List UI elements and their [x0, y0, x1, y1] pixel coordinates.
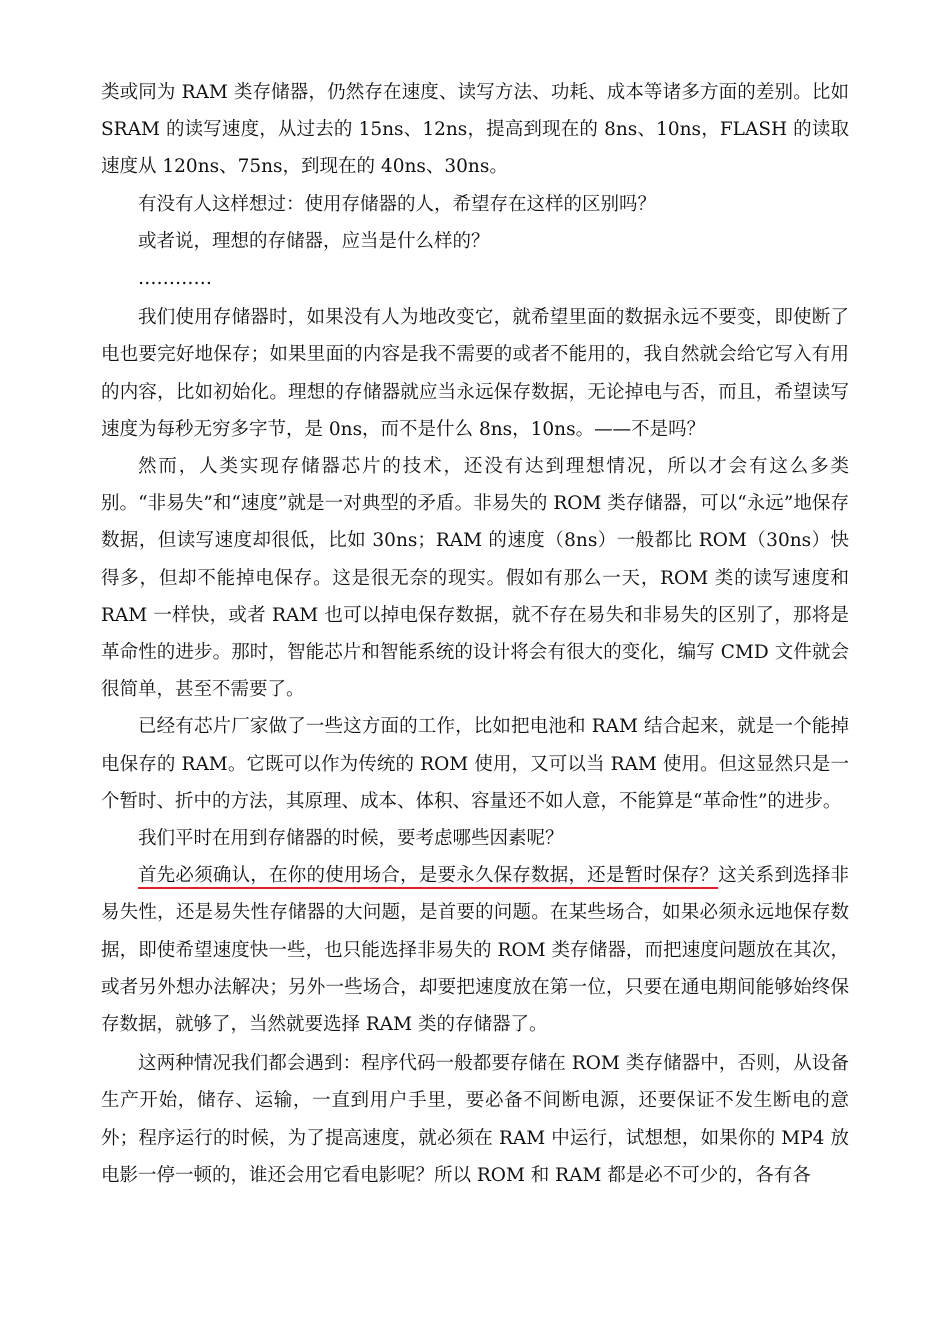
paragraph-factors-question: 我们平时在用到存储器的时候，要考虑哪些因素呢？	[138, 828, 564, 850]
paragraph-battery-ram: 已经有芯片厂家做了一些这方面的工作，比如把电池和 RAM 结合起来，就是一个能掉电保存的 RAM。它既可以作为传统的 ROM 使用，又可以当 RAM 使用。但这显然只是一个暂时、折中的方法，其原理、成本、体积、容量还不如人意，不能算是“革命性”的进步。	[101, 716, 849, 812]
paragraph-first-consideration-body: 这关系到选择非易失性，还是易失性存储器的大问题，是首要的问题。在某些场合，如果必须永远地保存数据，即使希望速度快一些，也只能选择非易失的 ROM 类存储器，而把速度问题放在其次，或者另外想办法解决；另外一些场合，却要把速度放在第一位，只要在通电期间能够始终保存数据，就够了，当然就要选择 RAM 类的存储器了。	[101, 865, 849, 1036]
paragraph-ideal-memory: 我们使用存储器时，如果没有人为地改变它，就希望里面的数据永远不要变，即使断了电也要完好地保存；如果里面的内容是我不需要的或者不能用的，我自然就会给它写入有用的内容，比如初始化。理想的存储器就应当永远保存数据，无论掉电与否，而且，希望读写速度为每秒无穷多字节，是 0ns，而不是什么 8ns，10ns。——不是吗？	[101, 307, 849, 440]
paragraph-both-cases: 这两种情况我们都会遇到：程序代码一般都要存储在 ROM 类存储器中，否则，从设备生产开始，储存、运输，一直到用户手里，要必备不间断电源，还要保证不发生断电的意外；程序运行的时候，为了提高速度，就必须在 RAM 中运行，试想想，如果你的 MP4 放电影一停一顿的，谁还会用它看电影呢？所以 ROM 和 RAM 都是必不可少的，各有各	[101, 1053, 849, 1186]
underlined-key-sentence: 首先必须确认，在你的使用场合，是要永久保存数据，还是暂时保存？	[138, 865, 719, 887]
paragraph-ellipsis: …………	[138, 268, 212, 290]
paragraph-speed-differences: 类或同为 RAM 类存储器，仍然存在速度、读写方法、功耗、成本等诸多方面的差别。比如 SRAM 的读写速度，从过去的 15ns、12ns，提高到现在的 8ns、10ns，FLASH 的读取速度从 120ns、75ns，到现在的 40ns、30ns。	[101, 82, 849, 178]
paragraph-first-consideration	[101, 857, 849, 1043]
paragraph-question-differences: 有没有人这样想过：使用存储器的人，希望存在这样的区别吗？	[138, 193, 657, 215]
paragraph-technology-limits: 然而，人类实现存储器芯片的技术，还没有达到理想情况，所以才会有这么多类别。“非易失”和“速度”就是一对典型的矛盾。非易失的 ROM 类存储器，可以“永远”地保存数据，但读写速度却很低，比如 30ns；RAM 的速度（8ns）一般都比 ROM（30ns）快得多，但却不能掉电保存。这是很无奈的现实。假如有那么一天，ROM 类的读写速度和 RAM 一样快，或者 RAM 也可以掉电保存数据，就不存在易失和非易失的区别了，那将是革命性的进步。那时，智能芯片和智能系统的设计将会有很大的变化，编写 CMD 文件就会很简单，甚至不需要了。	[101, 456, 849, 701]
document-page	[101, 74, 849, 1194]
paragraph-question-ideal: 或者说，理想的存储器，应当是什么样的？	[138, 230, 490, 252]
